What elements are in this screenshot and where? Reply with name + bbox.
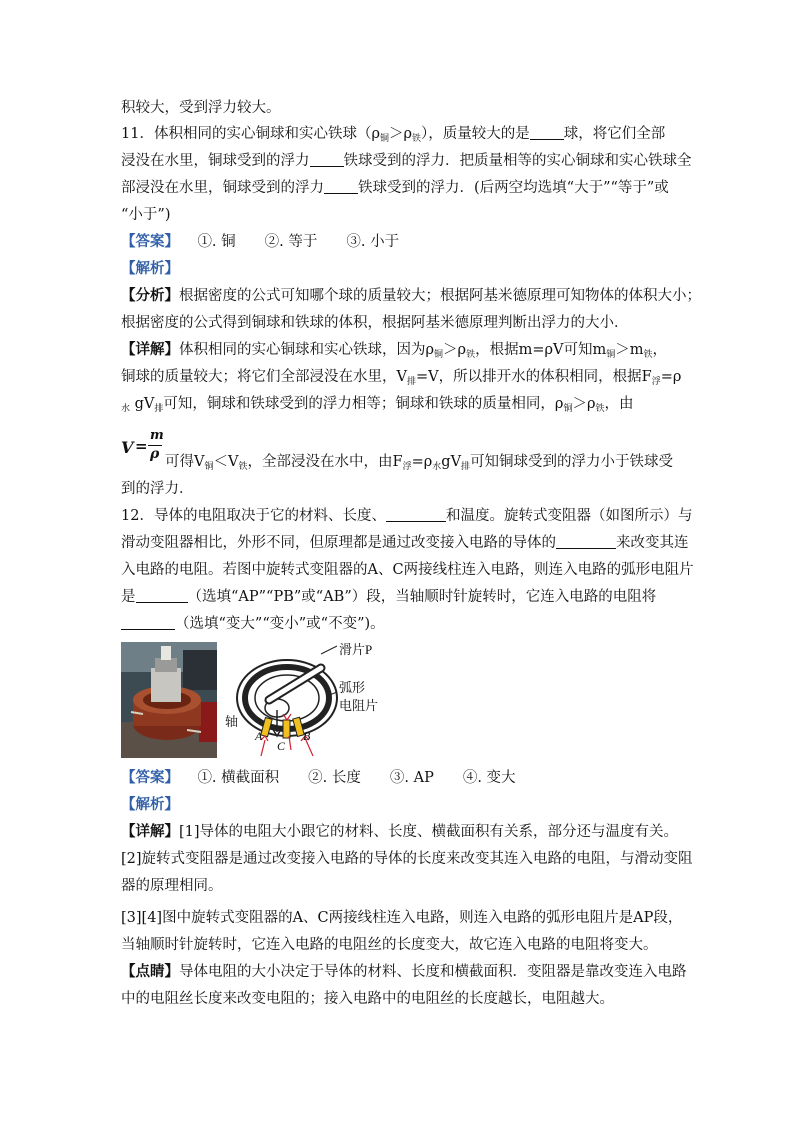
question-12-line-2: 滑动变阻器相比，外形不同，但原理都是通过改变接入电路的导体的 来改变其连 <box>121 535 689 551</box>
question-11-line-1: 11．体积相同的实心铜球和实心铁球$(\rho_铜>\rho_铁)$，质量较大的是 球，将它们全部 <box>121 126 666 144</box>
detail-12-line-4: [3][4]图中旋转式变阻器的A、C两接线柱连入电路，则连入电路的弧形电阻片是AP段， <box>121 910 683 926</box>
question-11-line-2: 浸没在水里，铜球受到的浮力 铁球受到的浮力．把质量相等的实心铜球和实心铁球全 <box>121 153 692 169</box>
fenxi-line-1: 【分析】根据密度的公式可知哪个球的质量较大；根据阿基米德原理可知物体的体积大小； <box>121 287 701 304</box>
answer-blank[interactable] <box>310 152 344 167</box>
answer-12: 【答案】 ①. 横截面积 ②. 长度 ③. AP ④. 变大 <box>121 769 516 786</box>
arc-label-1: 弧形 <box>339 680 366 695</box>
answer-blank[interactable] <box>136 588 188 603</box>
detail-line-5: 到的浮力． <box>121 481 194 497</box>
answer-blank[interactable] <box>386 507 446 522</box>
terminal-a-label: A <box>255 729 263 743</box>
answer-blank[interactable] <box>556 534 616 549</box>
detail-line-4: 可得$V_铜<V_铁$，全部浸没在水中，由$F_浮=\rho_水gV_排$可知铜球受到的浮力小于铁球受 <box>165 454 674 472</box>
detail-line-2: 铜球的质量较大；将它们全部浸没在水里，$V_排=V$，所以排开水的体积相同，根据$F_浮=\rho$ <box>121 369 682 387</box>
question-11-line-3: 部浸没在水里，铜球受到的浮力 铁球受到的浮力．(后两空均选填“大于”“等于”或 <box>121 180 669 196</box>
detail-12-line-5: 当轴顺时针旋转时，它连入电路的电阻丝的长度变大，故它连入电路的电阻将变大。 <box>121 937 658 953</box>
axis-label: 轴 <box>225 714 239 729</box>
analysis-heading-12: 【解析】 <box>121 796 179 813</box>
rheostat-diagram <box>225 640 415 762</box>
text-line: 积较大，受到浮力较大。 <box>121 100 281 116</box>
detail-line-3: $_水$ $gV_排$可知，铜球和铁球受到的浮力相等；铜球和铁球的质量相同，$\rho_铜>\rho_铁$，由 <box>121 396 634 414</box>
key-point-line-1: 【点睛】导体电阻的大小决定于导体的材料、长度和横截面积．变阻器是靠改变连入电路 <box>121 963 687 980</box>
question-12-line-4: 是 （选填“AP”“PB”或“AB”）段，当轴顺时针旋转时，它连入电路的电阻将 <box>121 589 657 605</box>
answer-11: 【答案】 ①. 铜 ②. 等于 ③. 小于 <box>121 233 400 250</box>
question-12-line-1: 12．导体的电阻取决于它的材料、长度、 和温度。旋转式变阻器（如图所示）与 <box>121 508 693 524</box>
terminal-b-label: B <box>303 729 311 743</box>
density-formula: V = m ρ <box>121 428 164 462</box>
answer-blank[interactable] <box>121 615 175 630</box>
detail-line-1: 【详解】体积相同的实心铜球和实心铁球，因为$\rho_铜>\rho_铁$，根据m=ρV可知$m_铜>m_铁$， <box>121 341 668 360</box>
detail-12-line-2: [2]旋转式变阻器是通过改变接入电路的导体的长度来改变其连入电路的电阻，与滑动变阻 <box>121 851 693 867</box>
arc-label-2: 电阻片 <box>339 698 379 713</box>
terminal-c-label: C <box>277 739 286 753</box>
key-point-line-2: 中的电阻丝长度来改变电阻的；接入电路中的电阻丝的长度越长，电阻越大。 <box>121 991 614 1007</box>
fenxi-line-2: 根据密度的公式得到铜球和铁球的体积，根据阿基米德原理判断出浮力的大小． <box>121 315 629 331</box>
question-11-line-4: “小于”) <box>121 207 171 223</box>
analysis-heading: 【解析】 <box>121 260 179 277</box>
detail-12-line-1: 【详解】[1]导体的电阻大小跟它的材料、长度、横截面积有关系，部分还与温度有关。 <box>121 823 679 840</box>
answer-blank[interactable] <box>324 179 358 194</box>
question-12-line-3: 入电路的电阻。若图中旋转式变阻器的A、C两接线柱连入电路，则连入电路的弧形电阻片 <box>121 562 694 578</box>
answer-blank[interactable] <box>530 125 564 140</box>
detail-12-line-3: 器的原理相同。 <box>121 878 223 894</box>
slider-label: 滑片P <box>339 642 373 657</box>
question-12-line-5: （选填“变大”“变小”或“不变”)。 <box>121 614 385 634</box>
rheostat-photo <box>121 642 217 758</box>
